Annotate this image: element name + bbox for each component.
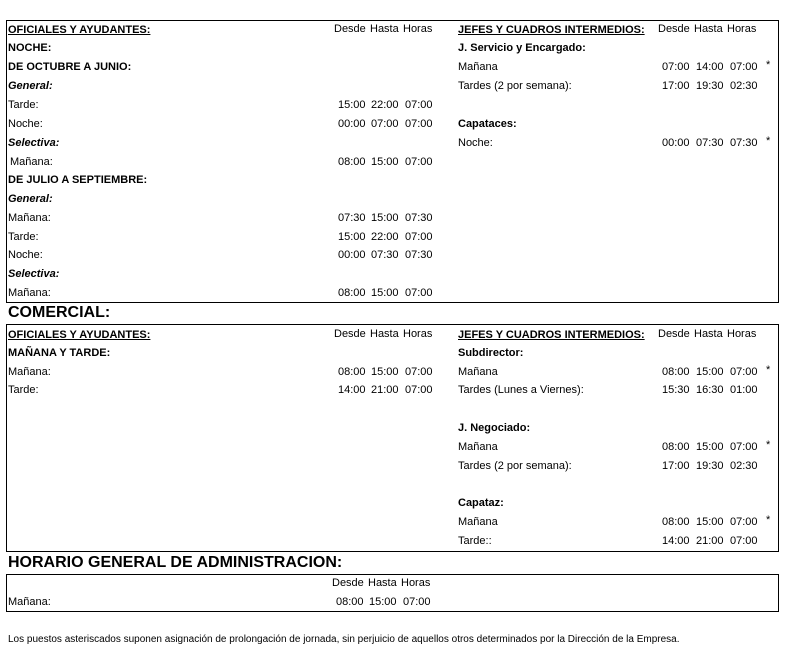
s1-manana3-hasta: 15:00 xyxy=(371,287,399,299)
s2-cap-manana-desde: 08:00 xyxy=(662,516,690,528)
s1-tarde2-desde: 15:00 xyxy=(338,231,366,243)
s1r-manana-asterisk: * xyxy=(766,59,771,71)
s2-col-horas: Horas xyxy=(403,328,433,340)
s3-manana-desde: 08:00 xyxy=(336,596,364,608)
s1-left-title: OFICIALES Y AYUDANTES: xyxy=(8,24,151,36)
s2-capataz-heading: Capataz: xyxy=(458,497,504,509)
s1-tarde-hasta: 22:00 xyxy=(371,99,399,111)
s1r-manana-desde: 07:00 xyxy=(662,61,690,73)
s1-tarde-label: Tarde: xyxy=(8,99,39,111)
s2-sub-tardes-horas: 01:00 xyxy=(730,384,758,396)
s1-noche-hasta: 07:00 xyxy=(371,118,399,130)
s2-sub-tardes-hasta: 16:30 xyxy=(696,384,724,396)
s1r-noche-asterisk: * xyxy=(766,135,771,147)
s2-cap-manana-label: Mañana xyxy=(458,516,498,528)
s1r-noche-label: Noche: xyxy=(458,137,493,149)
col-hasta: Hasta xyxy=(370,23,399,35)
s2-neg-tardes-horas: 02:30 xyxy=(730,460,758,472)
s2-tarde-hasta: 21:00 xyxy=(371,384,399,396)
s2-col-horas-right: Horas xyxy=(727,328,757,340)
s1-manana3-desde: 08:00 xyxy=(338,287,366,299)
s1-general-heading: General: xyxy=(8,80,53,92)
s2-cap-manana-hasta: 15:00 xyxy=(696,516,724,528)
s2-sub-manana-asterisk: * xyxy=(766,364,771,376)
col-desde-right: Desde xyxy=(658,23,690,35)
s2-neg-manana-asterisk: * xyxy=(766,439,771,451)
s1-selectiva-heading: Selectiva: xyxy=(8,137,60,149)
s1r-noche-hasta: 07:30 xyxy=(696,137,724,149)
s1-capataces-heading: Capataces: xyxy=(458,118,517,130)
s2-cap-tarde-label: Tarde:: xyxy=(458,535,492,547)
s1-manana1-desde: 08:00 xyxy=(338,156,366,168)
s2-neg-manana-horas: 07:00 xyxy=(730,441,758,453)
s1-tarde-horas: 07:00 xyxy=(405,99,433,111)
s2-sub-manana-label: Mañana xyxy=(458,366,498,378)
s2-col-hasta-right: Hasta xyxy=(694,328,723,340)
s2-subdirector-heading: Subdirector: xyxy=(458,347,524,359)
s2-cap-tarde-desde: 14:00 xyxy=(662,535,690,547)
s2-manana-horas: 07:00 xyxy=(405,366,433,378)
s1-selectiva2-heading: Selectiva: xyxy=(8,268,60,280)
s1r-manana-label: Mañana xyxy=(458,61,498,73)
s3-manana-hasta: 15:00 xyxy=(369,596,397,608)
s2-col-hasta: Hasta xyxy=(370,328,399,340)
s2-cap-tarde-hasta: 21:00 xyxy=(696,535,724,547)
s1-jul-sep-heading: DE JULIO A SEPTIEMBRE: xyxy=(8,174,148,186)
s1-jservicio-heading: J. Servicio y Encargado: xyxy=(458,42,586,54)
s1-manana1-hasta: 15:00 xyxy=(371,156,399,168)
s1-manana2-horas: 07:30 xyxy=(405,212,433,224)
administracion-heading: HORARIO GENERAL DE ADMINISTRACION: xyxy=(8,554,343,571)
s1-noche2-desde: 00:00 xyxy=(338,249,366,261)
footnote: Los puestos asteriscados suponen asignación de prolongación de jornada, sin perjuicio de aquellos otros determinados por la Dirección de la Empresa. xyxy=(8,634,680,645)
col-horas: Horas xyxy=(403,23,433,35)
s2-col-desde-right: Desde xyxy=(658,328,690,340)
s1r-tardes-desde: 17:00 xyxy=(662,80,690,92)
s1-oct-jun-heading: DE OCTUBRE A JUNIO: xyxy=(8,61,132,73)
s1-manana2-hasta: 15:00 xyxy=(371,212,399,224)
s2-neg-manana-label: Mañana xyxy=(458,441,498,453)
s2-manana-label: Mañana: xyxy=(8,366,51,378)
s2-cap-manana-horas: 07:00 xyxy=(730,516,758,528)
s2-sub-tardes-label: Tardes (Lunes a Viernes): xyxy=(458,384,584,396)
s3-col-horas: Horas xyxy=(401,577,431,589)
s2-sub-manana-hasta: 15:00 xyxy=(696,366,724,378)
s2-col-desde: Desde xyxy=(334,328,366,340)
s2-manana-tarde-heading: MAÑANA Y TARDE: xyxy=(8,347,111,359)
s1-right-title: JEFES Y CUADROS INTERMEDIOS: xyxy=(458,24,645,36)
s2-sub-tardes-desde: 15:30 xyxy=(662,384,690,396)
s2-neg-tardes-label: Tardes (2 por semana): xyxy=(458,460,572,472)
s2-neg-manana-hasta: 15:00 xyxy=(696,441,724,453)
s2-tarde-horas: 07:00 xyxy=(405,384,433,396)
s2-neg-tardes-desde: 17:00 xyxy=(662,460,690,472)
col-horas-right: Horas xyxy=(727,23,757,35)
s2-left-title: OFICIALES Y AYUDANTES: xyxy=(8,329,151,341)
s2-manana-hasta: 15:00 xyxy=(371,366,399,378)
s1r-manana-horas: 07:00 xyxy=(730,61,758,73)
s2-cap-tarde-horas: 07:00 xyxy=(730,535,758,547)
s1-general2-heading: General: xyxy=(8,193,53,205)
s1r-tardes-horas: 02:30 xyxy=(730,80,758,92)
s2-cap-manana-asterisk: * xyxy=(766,514,771,526)
s1-tarde2-hasta: 22:00 xyxy=(371,231,399,243)
s1-noche-horas: 07:00 xyxy=(405,118,433,130)
s1r-tardes-hasta: 19:30 xyxy=(696,80,724,92)
s1-tarde-desde: 15:00 xyxy=(338,99,366,111)
s1-noche2-label: Noche: xyxy=(8,249,43,261)
s2-sub-manana-desde: 08:00 xyxy=(662,366,690,378)
s1-manana1-horas: 07:00 xyxy=(405,156,433,168)
s2-neg-tardes-hasta: 19:30 xyxy=(696,460,724,472)
s1-noche-label: Noche: xyxy=(8,118,43,130)
s2-sub-manana-horas: 07:00 xyxy=(730,366,758,378)
s1r-manana-hasta: 14:00 xyxy=(696,61,724,73)
s3-manana-horas: 07:00 xyxy=(403,596,431,608)
s3-manana-label: Mañana: xyxy=(8,596,51,608)
s1-noche2-horas: 07:30 xyxy=(405,249,433,261)
s1-tarde2-label: Tarde: xyxy=(8,231,39,243)
s2-tarde-label: Tarde: xyxy=(8,384,39,396)
col-desde: Desde xyxy=(334,23,366,35)
col-hasta-right: Hasta xyxy=(694,23,723,35)
s1r-tardes-label: Tardes (2 por semana): xyxy=(458,80,572,92)
s1-manana2-label: Mañana: xyxy=(8,212,51,224)
s2-tarde-desde: 14:00 xyxy=(338,384,366,396)
s3-col-hasta: Hasta xyxy=(368,577,397,589)
s2-neg-manana-desde: 08:00 xyxy=(662,441,690,453)
s3-col-desde: Desde xyxy=(332,577,364,589)
s2-negociado-heading: J. Negociado: xyxy=(458,422,531,434)
s1-tarde2-horas: 07:00 xyxy=(405,231,433,243)
s1-manana3-label: Mañana: xyxy=(8,287,51,299)
s1-manana1-label: Mañana: xyxy=(10,156,53,168)
comercial-heading: COMERCIAL: xyxy=(8,304,111,321)
s1r-noche-desde: 00:00 xyxy=(662,137,690,149)
s1-noche-heading: NOCHE: xyxy=(8,42,52,54)
s1r-noche-horas: 07:30 xyxy=(730,137,758,149)
s2-manana-desde: 08:00 xyxy=(338,366,366,378)
s1-manana2-desde: 07:30 xyxy=(338,212,366,224)
s2-right-title: JEFES Y CUADROS INTERMEDIOS: xyxy=(458,329,645,341)
s1-manana3-horas: 07:00 xyxy=(405,287,433,299)
s1-noche2-hasta: 07:30 xyxy=(371,249,399,261)
s1-noche-desde: 00:00 xyxy=(338,118,366,130)
